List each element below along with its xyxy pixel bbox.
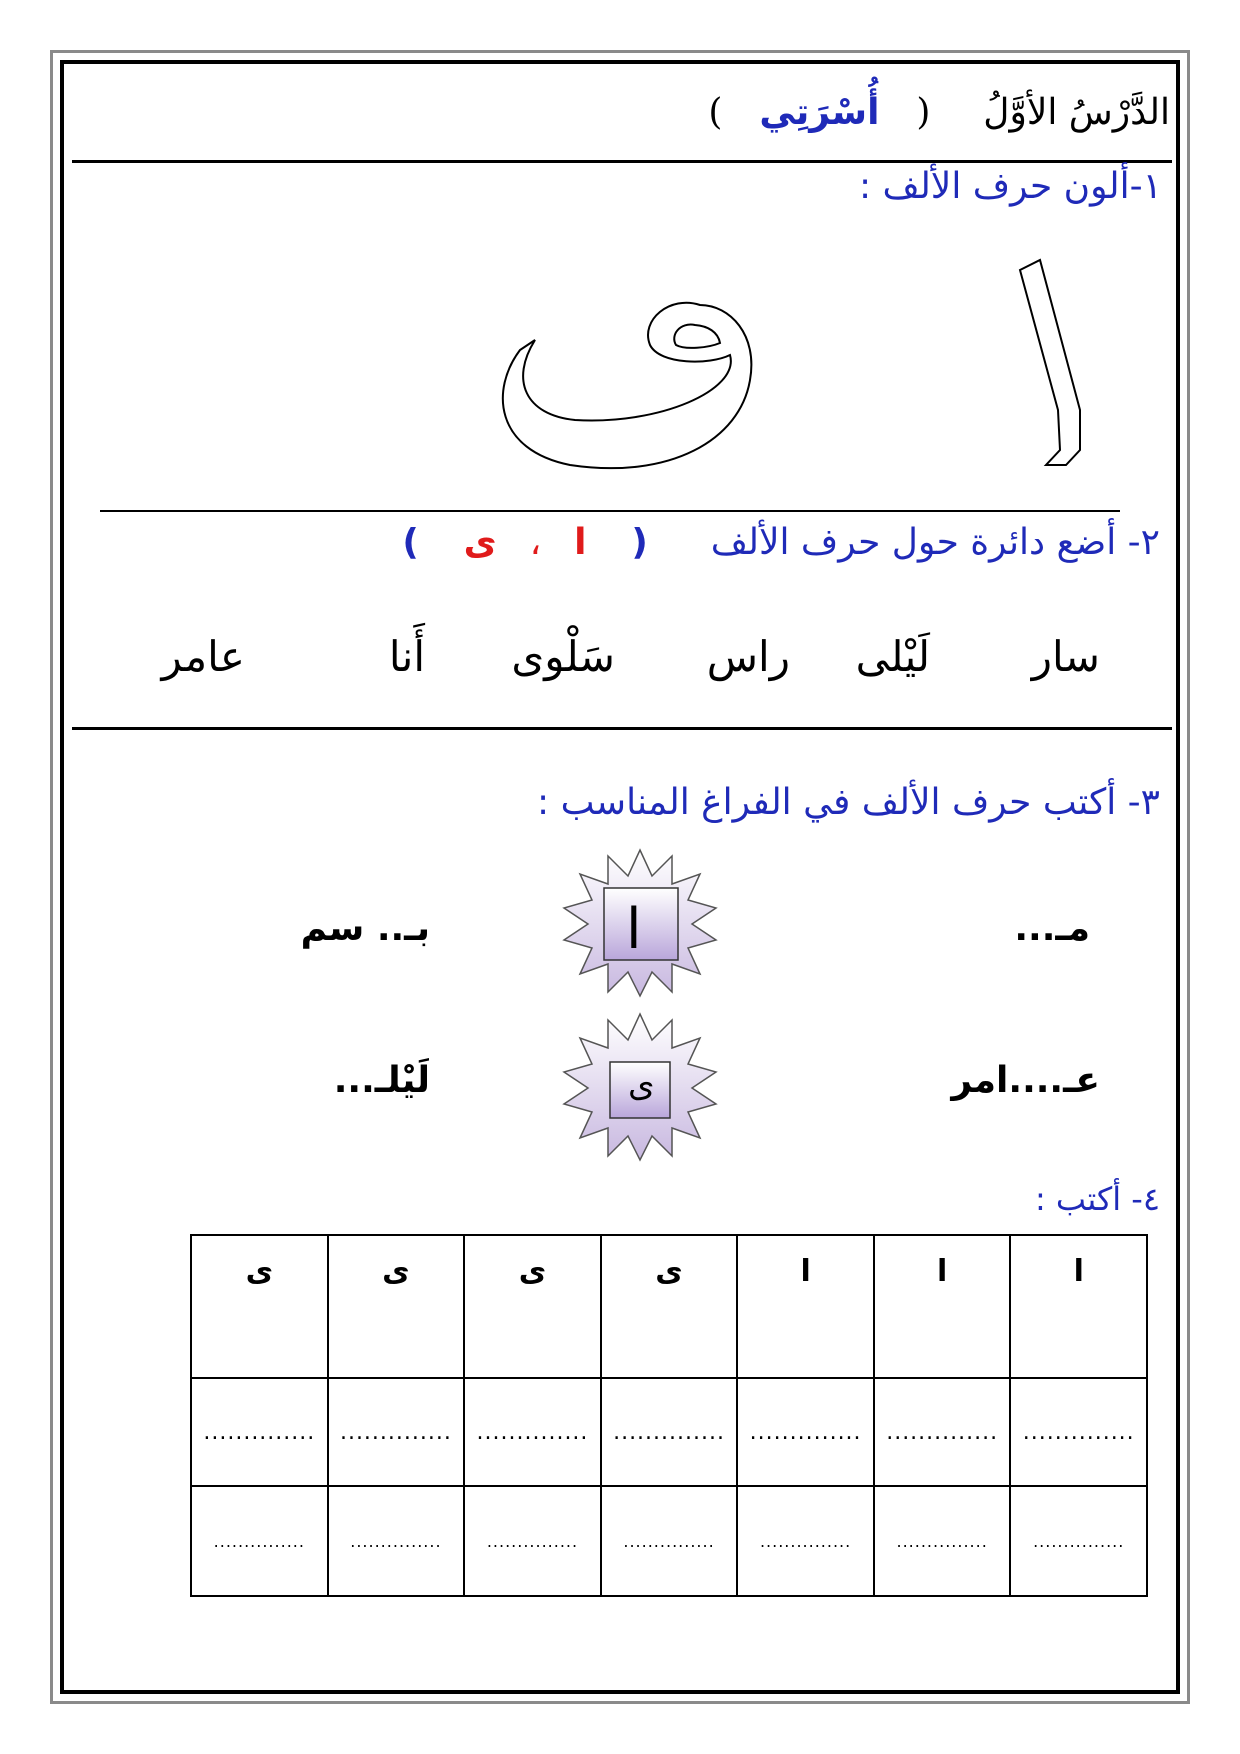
writing-line-cell[interactable]: .............. [601, 1378, 738, 1486]
table-header-cell: ى [328, 1235, 465, 1378]
q3-title: ٣- أكتب حرف الألف في الفراغ المناسب : [537, 782, 1160, 823]
q2-word-2: لَيْلى [855, 632, 930, 681]
lesson-name: أُسْرَتِي [759, 92, 880, 133]
writing-line-cell[interactable]: ............... [191, 1486, 328, 1596]
header-divider [72, 160, 1172, 163]
lesson-close-paren: ) [708, 92, 723, 133]
q1-title: ١-ألون حرف الألف : [858, 166, 1162, 207]
table-header-cell: ى [464, 1235, 601, 1378]
alef-outline-letter [1020, 260, 1080, 465]
q2-divider [72, 727, 1172, 730]
badge-top-letter: ا [626, 897, 642, 962]
q3-left-top: بـ.. سم [300, 908, 430, 949]
q2-letter-alef-maqsura: ى [463, 522, 497, 563]
q2-paren-open: ( [631, 522, 648, 563]
q2-word-3: راس [706, 632, 790, 681]
q2-word-4: سَلْوى [511, 632, 615, 681]
table-header-cell: ا [1010, 1235, 1147, 1378]
q2-word-6: عامر [161, 632, 245, 681]
lesson-label: الدَّرْسُ الأوَّلُ [983, 92, 1170, 133]
q2-word-5: أَنا [388, 632, 425, 681]
q2-title: ٢- أضع دائرة حول حرف الألف [710, 522, 1160, 563]
alef-maqsura-outline-letter [503, 303, 752, 468]
q2-paren-close: ) [402, 522, 419, 563]
writing-line-cell[interactable]: ............... [601, 1486, 738, 1596]
table-header-cell: ى [601, 1235, 738, 1378]
writing-line-cell[interactable]: .............. [737, 1378, 874, 1486]
table-row [191, 1486, 1147, 1596]
q4-title: ٤- أكتب : [1034, 1180, 1160, 1218]
writing-line-cell[interactable]: .............. [191, 1378, 328, 1486]
q1-divider [100, 510, 1120, 512]
writing-line-cell[interactable]: .............. [464, 1378, 601, 1486]
lesson-open-paren: ( [916, 92, 931, 133]
table-header-cell: ا [874, 1235, 1011, 1378]
q2-comma: ، [529, 522, 542, 563]
table-header-cell: ا [737, 1235, 874, 1378]
writing-line-cell[interactable]: .............. [1010, 1378, 1147, 1486]
q3-right-bottom: عـ....امر [951, 1060, 1100, 1101]
q2-title-row [402, 522, 1160, 563]
badge-bottom-letter: ى [628, 1065, 655, 1105]
writing-line-cell[interactable]: ............... [328, 1486, 465, 1596]
q2-word-1: سار [1031, 632, 1100, 681]
writing-line-cell[interactable]: .............. [328, 1378, 465, 1486]
outline-letters [480, 250, 1100, 510]
q2-letter-alef: ا [574, 522, 587, 563]
q3-left-bottom: لَيْلـ... [333, 1060, 430, 1101]
lesson-header [708, 92, 1170, 133]
writing-line-cell[interactable]: ............... [737, 1486, 874, 1596]
writing-line-cell[interactable]: ............... [1010, 1486, 1147, 1596]
writing-line-cell[interactable]: ............... [874, 1486, 1011, 1596]
writing-line-cell[interactable]: .............. [874, 1378, 1011, 1486]
q3-right-top: مـ... [1014, 908, 1090, 949]
table-row [191, 1235, 1147, 1378]
table-row [191, 1378, 1147, 1486]
table-header-cell: ى [191, 1235, 328, 1378]
writing-line-cell[interactable]: ............... [464, 1486, 601, 1596]
writing-practice-table [190, 1234, 1148, 1597]
